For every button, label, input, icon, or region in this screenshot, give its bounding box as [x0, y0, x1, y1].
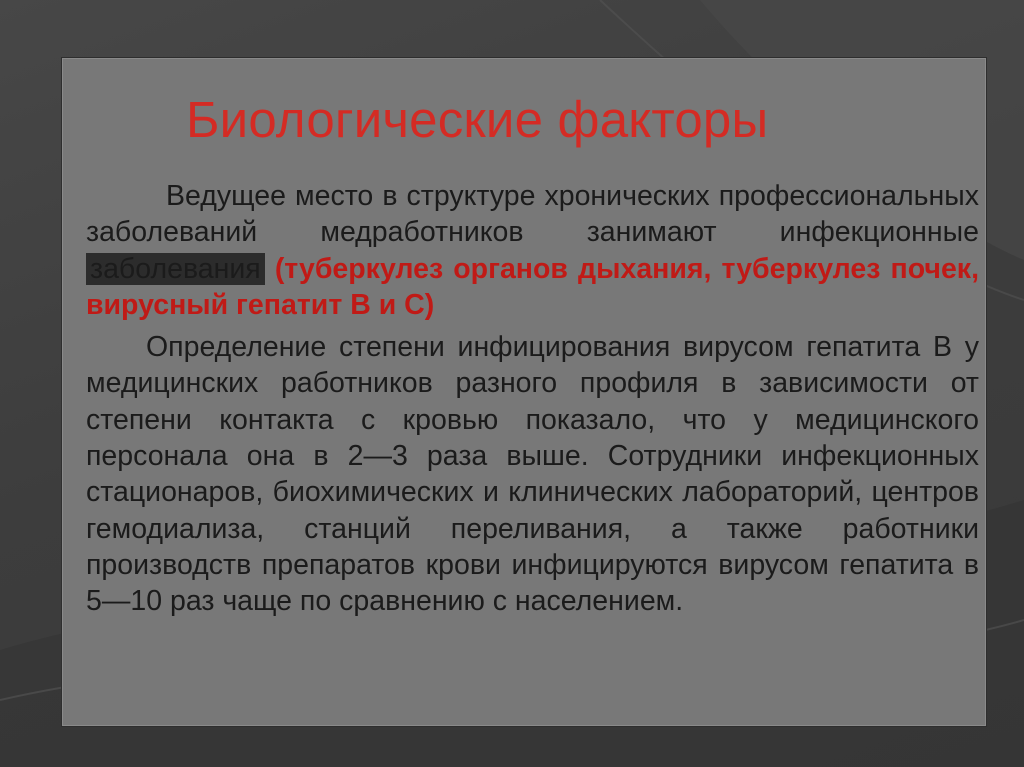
paragraph-1-text: Ведущее место в структуре хронических профессиональных заболеваний медработников занимают инфекционные — [86, 180, 979, 249]
paragraph-1 — [86, 178, 979, 323]
red-diseases-list: (туберкулез органов дыхания, туберкулез почек, вирусный гепатит В и С) — [86, 252, 979, 321]
highlighted-word: заболевания — [86, 253, 265, 285]
paragraph-2 — [86, 329, 979, 619]
slide-title: Биологические факторы — [186, 91, 769, 148]
body-text — [86, 178, 979, 626]
paragraph-2-text: Определение степени инфицирования вирусом гепатита В у медицинских работников разного профиля в зависимости от степени контакта с кровью показало, что у медицинского персонала она в 2—3 раза выше. Сотрудники инфекционных стационаров, биохимических и клинических лабораторий, центров гемодиализа, станций переливания, а также работники производств препаратов крови инфицируются вирусом гепатита в 5—10 раз чаще по сравнению с населением. — [86, 331, 979, 618]
